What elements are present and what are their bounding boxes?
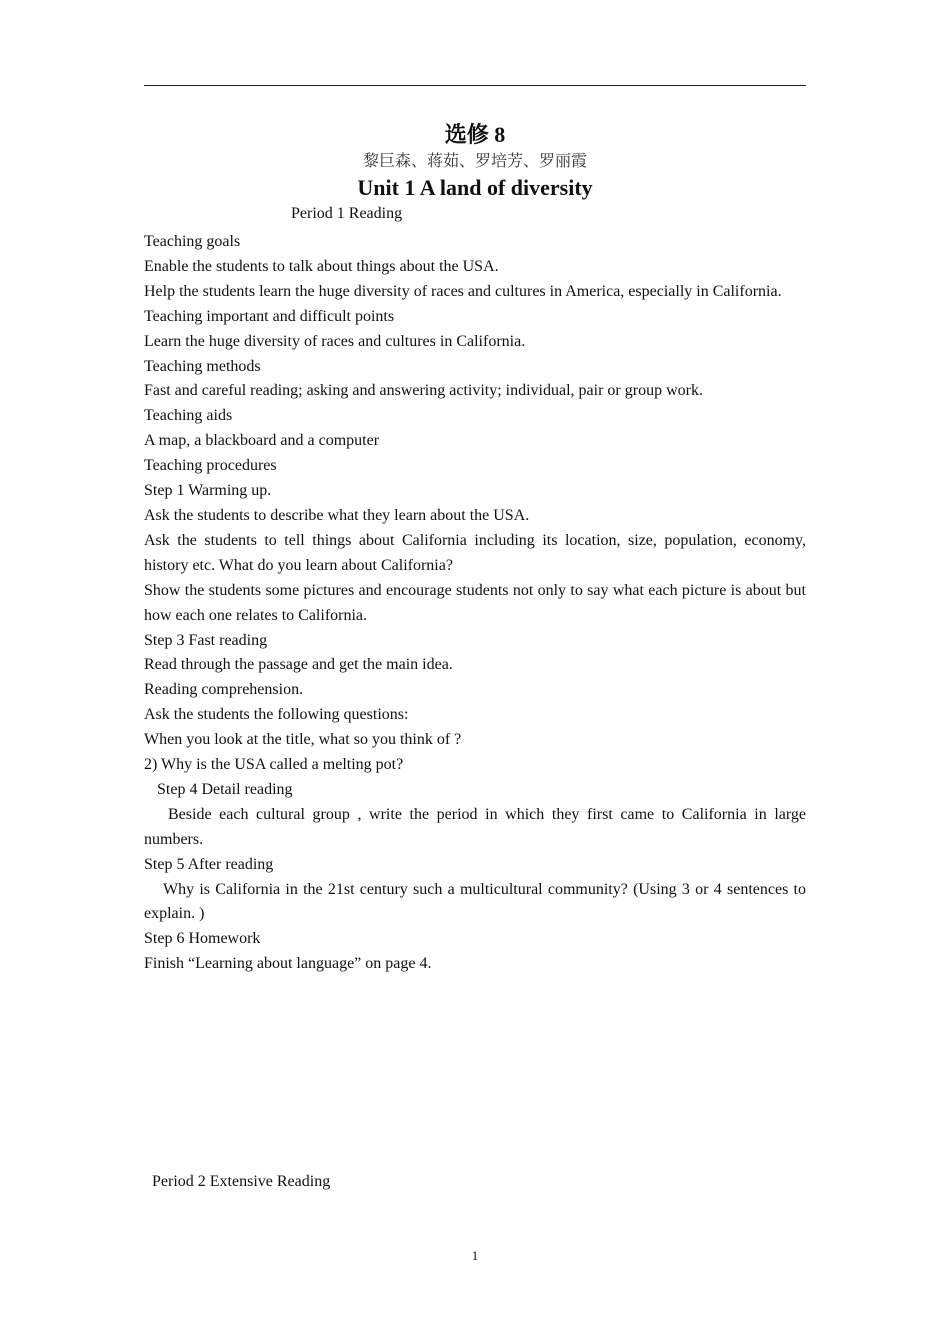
header-rule <box>144 85 806 86</box>
step-5-heading: Step 5 After reading <box>144 855 274 873</box>
step-6-heading: Step 6 Homework <box>144 930 261 948</box>
step-1-item-2: Ask the students to tell things about California including its location, size, population, economy, history etc. What do you learn about California? <box>144 531 806 574</box>
authors-line: 黎巨森、蒋茹、罗培芳、罗丽霞 <box>362 153 587 170</box>
goal-1: Enable the students to talk about things about the USA. <box>144 257 499 275</box>
heading-teaching-procedures: Teaching procedures <box>144 457 277 475</box>
step-3-item-1: Read through the passage and get the main idea. <box>144 656 453 674</box>
document-title: 选修 8 <box>444 122 506 147</box>
important-point-1: Learn the huge diversity of races and cultures in California. <box>144 332 526 350</box>
step-5-item-1: Why is California in the 21st century such a multicultural community? (Using 3 or 4 sentences to explain. ) <box>144 880 806 923</box>
teaching-aids-text: A map, a blackboard and a computer <box>144 432 380 450</box>
step-3-item-3: Ask the students the following questions: <box>144 706 409 724</box>
step-4-heading: Step 4 Detail reading <box>157 780 293 798</box>
teaching-methods-text: Fast and careful reading; asking and answering activity; individual, pair or group work. <box>144 382 703 400</box>
step-1-item-3: Show the students some pictures and encourage students not only to say what each picture is about but how each one relates to California. <box>144 581 806 624</box>
step-3-item-2: Reading comprehension. <box>144 681 304 699</box>
page-number: 1 <box>471 1248 479 1263</box>
step-6-item-1: Finish “Learning about language” on page 4. <box>144 955 432 973</box>
step-1-heading: Step 1 Warming up. <box>144 482 272 500</box>
step-1-item-1: Ask the students to describe what they learn about the USA. <box>144 506 530 524</box>
unit-title: Unit 1 A land of diversity <box>357 175 593 200</box>
question-2: 2) Why is the USA called a melting pot? <box>144 756 404 774</box>
period-1-title: Period 1 Reading <box>291 205 403 222</box>
step-3-heading: Step 3 Fast reading <box>144 631 268 649</box>
step-4-item-1: Beside each cultural group , write the period in which they first came to California in large numbers. <box>144 805 806 848</box>
heading-teaching-goals: Teaching goals <box>144 233 241 250</box>
period-2-title: Period 2 Extensive Reading <box>152 1173 331 1190</box>
heading-teaching-methods: Teaching methods <box>144 357 261 375</box>
heading-teaching-aids: Teaching aids <box>144 407 233 425</box>
document-body <box>144 118 806 977</box>
heading-important-points: Teaching important and difficult points <box>144 307 395 325</box>
goal-2: Help the students learn the huge diversity of races and cultures in America, especially in California. <box>144 282 782 300</box>
question-1: When you look at the title, what so you think of ? <box>144 731 462 749</box>
